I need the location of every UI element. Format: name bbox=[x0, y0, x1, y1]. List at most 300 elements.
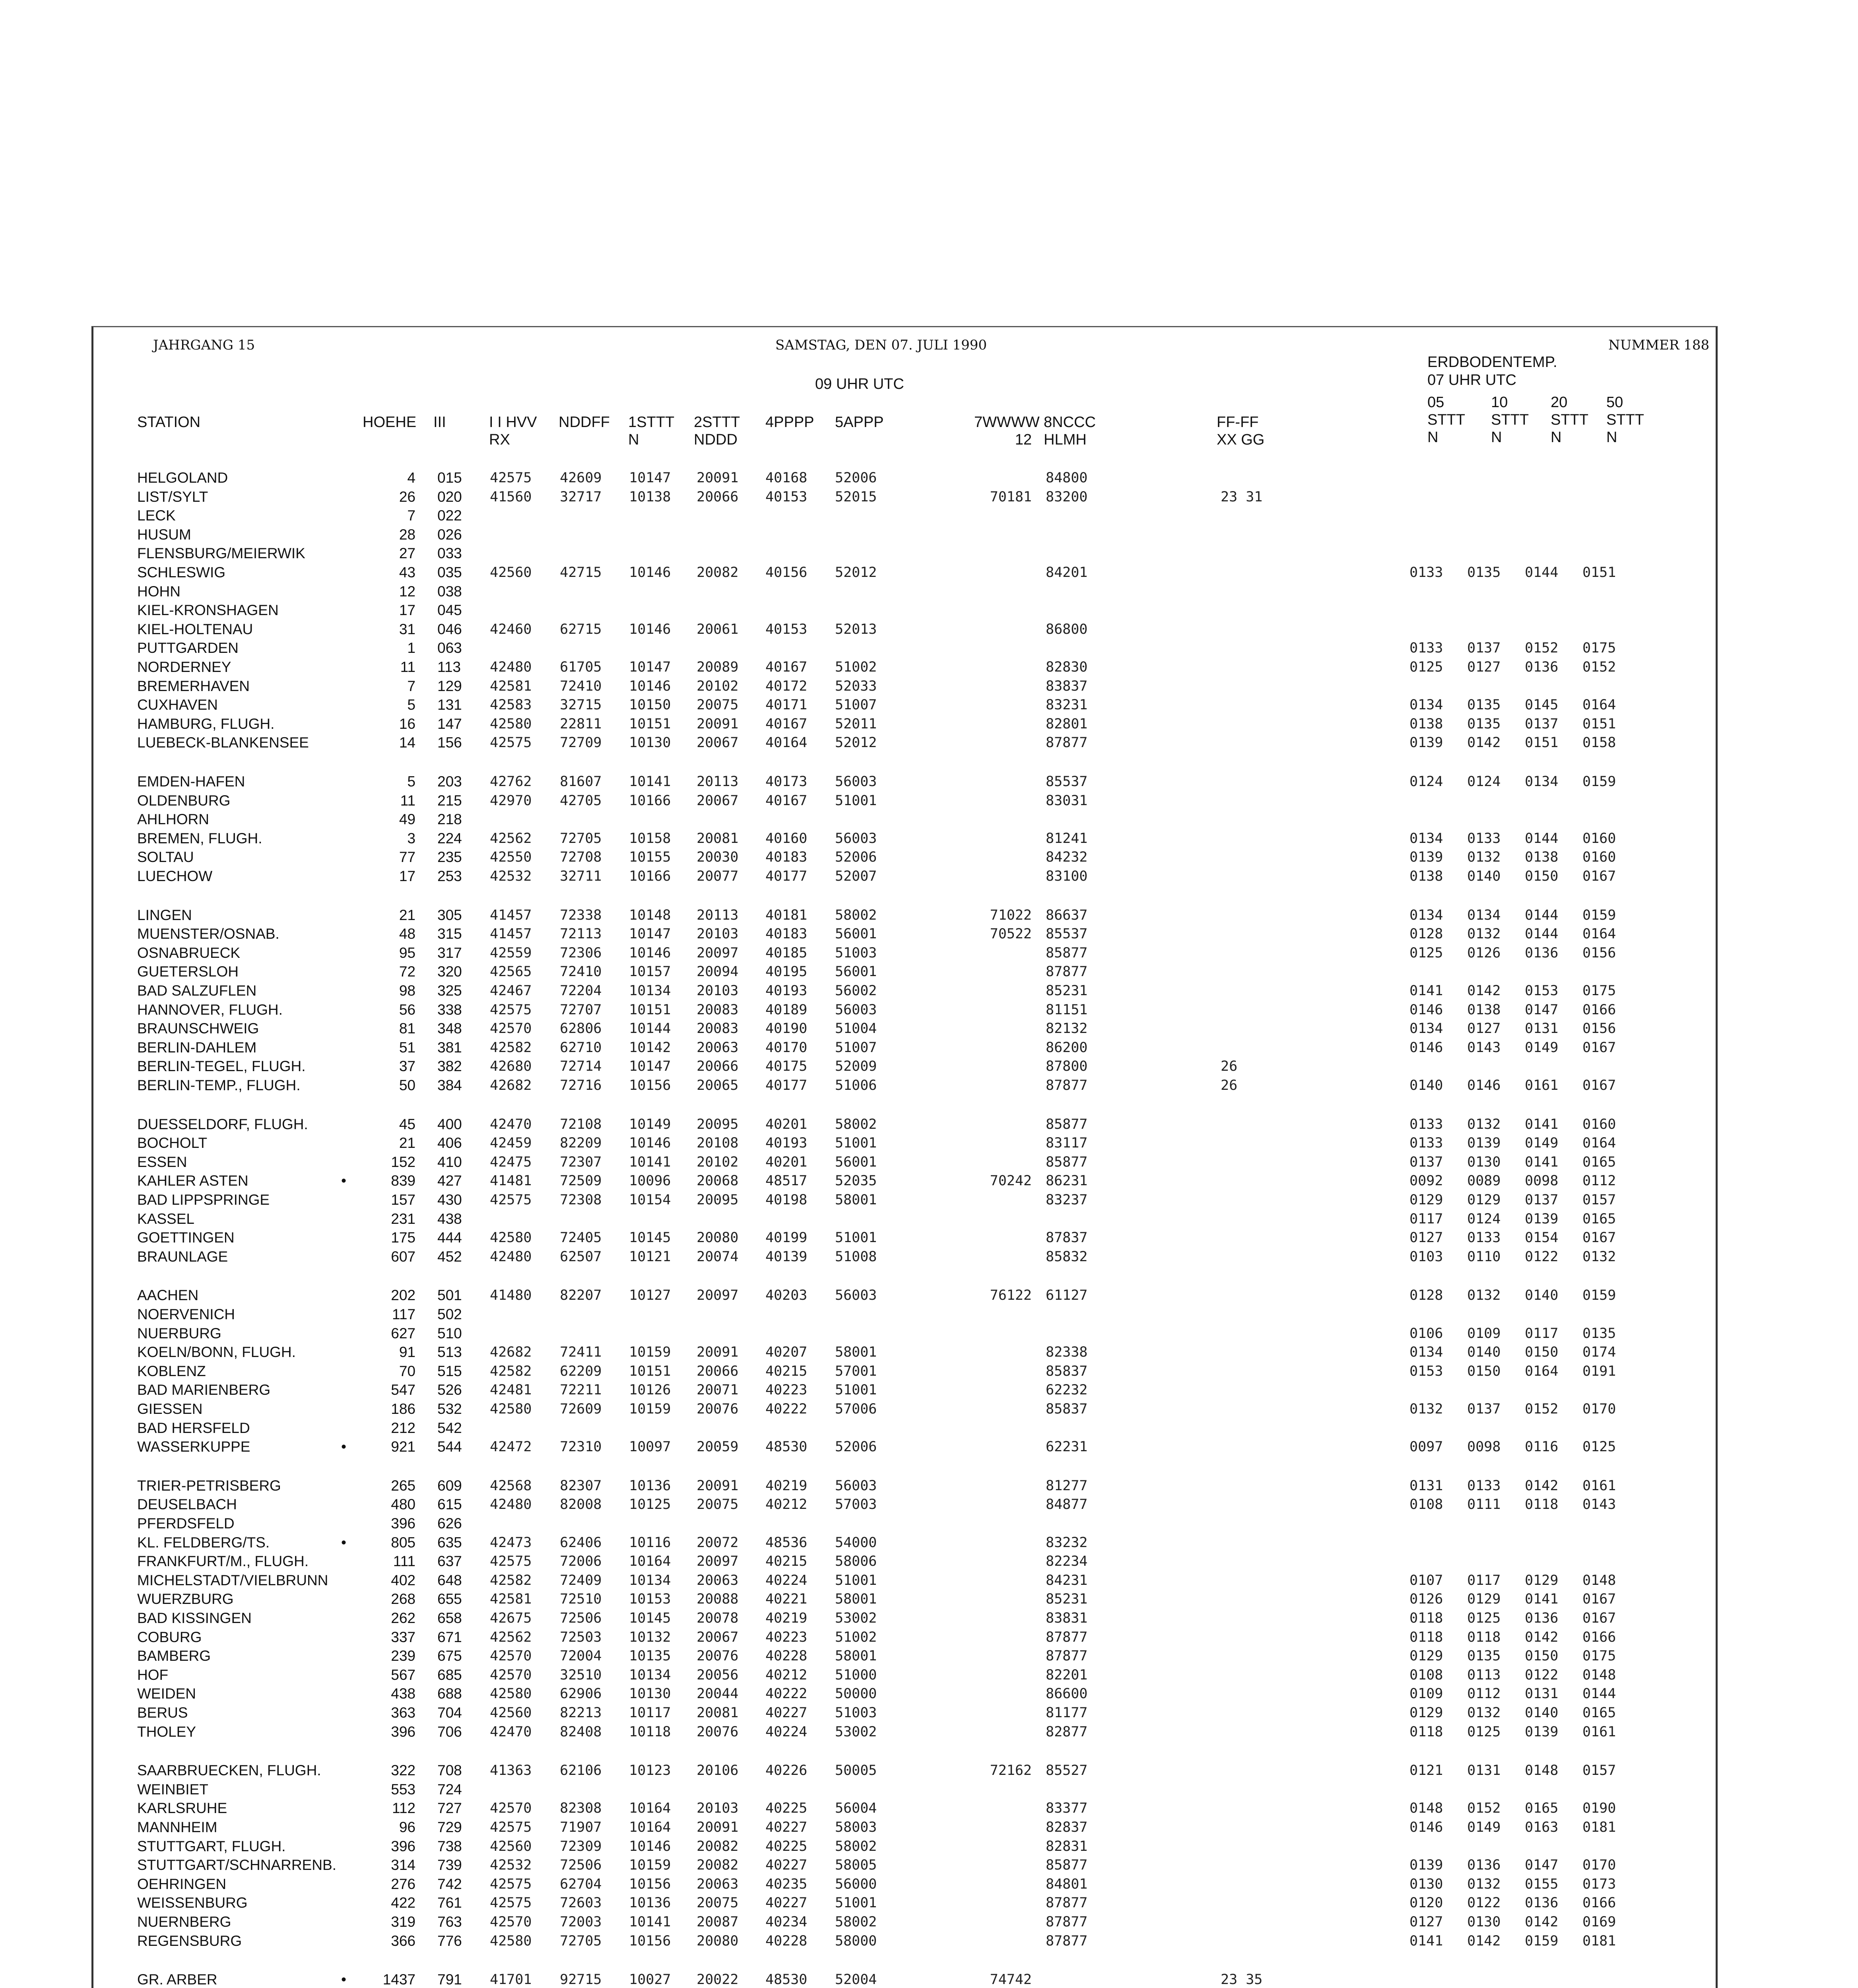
cell-hoehe: 322 bbox=[391, 1762, 415, 1779]
table-row bbox=[0, 1590, 1858, 1608]
cell-p4: 40225 bbox=[765, 1838, 808, 1854]
cell-station-name: BAD SALZUFLEN bbox=[137, 982, 257, 999]
cell-s2: 20068 bbox=[697, 1173, 739, 1189]
cell-ihvv: 42675 bbox=[490, 1610, 532, 1626]
cell-d50: 0151 bbox=[1582, 716, 1616, 732]
cell-nddff: 72705 bbox=[560, 1933, 602, 1949]
cell-n8: 62231 bbox=[1046, 1439, 1088, 1455]
cell-s1: 10159 bbox=[629, 1401, 671, 1417]
table-row bbox=[0, 1781, 1858, 1798]
table-row bbox=[0, 1838, 1858, 1855]
cell-n8: 85527 bbox=[1046, 1763, 1088, 1779]
cell-p5: 53002 bbox=[835, 1610, 877, 1626]
cell-p5: 58002 bbox=[835, 1838, 877, 1854]
cell-s2: 20071 bbox=[697, 1382, 739, 1398]
cell-hoehe: 49 bbox=[399, 811, 415, 828]
cell-p4: 48530 bbox=[765, 1972, 808, 1988]
cell-d50: 0166 bbox=[1582, 1002, 1616, 1018]
cell-d50: 0159 bbox=[1582, 774, 1616, 790]
cell-s1: 10146 bbox=[629, 945, 671, 961]
cell-d10: 0132 bbox=[1467, 1876, 1501, 1892]
cell-p5: 51006 bbox=[835, 1077, 877, 1093]
cell-d05: 0148 bbox=[1410, 1800, 1443, 1817]
cell-hoehe: 98 bbox=[399, 982, 415, 999]
cell-d05: 0125 bbox=[1410, 945, 1443, 961]
cell-p5: 58002 bbox=[835, 1914, 877, 1930]
cell-nddff: 72506 bbox=[560, 1610, 602, 1626]
cell-p5: 52006 bbox=[835, 470, 877, 486]
cell-s2: 20083 bbox=[697, 1002, 739, 1018]
cell-iii: 615 bbox=[437, 1496, 462, 1513]
cell-iii: 015 bbox=[437, 470, 462, 486]
table-row bbox=[0, 1153, 1858, 1171]
table-row bbox=[0, 1800, 1858, 1817]
cell-hoehe: 51 bbox=[399, 1039, 415, 1056]
cell-hoehe: 547 bbox=[391, 1382, 415, 1398]
cell-nddff: 72709 bbox=[560, 735, 602, 751]
cell-s1: 10156 bbox=[629, 1933, 671, 1949]
cell-hoehe: 11 bbox=[400, 792, 415, 809]
table-row bbox=[0, 1477, 1858, 1495]
cell-p5: 52011 bbox=[835, 716, 877, 732]
cell-p4: 40164 bbox=[765, 735, 808, 751]
cell-ihvv: 42970 bbox=[490, 792, 532, 809]
cell-s1: 10146 bbox=[629, 565, 671, 580]
cell-d05: 0129 bbox=[1410, 1192, 1443, 1208]
table-row bbox=[0, 488, 1858, 506]
cell-iii: 637 bbox=[437, 1553, 462, 1570]
cell-d05: 0097 bbox=[1410, 1439, 1443, 1455]
cell-s2: 20103 bbox=[697, 1800, 739, 1817]
cell-s2: 20077 bbox=[697, 868, 739, 884]
cell-ihvv: 42470 bbox=[490, 1116, 532, 1132]
cell-iii: 131 bbox=[437, 697, 462, 713]
cell-station-name: NUERNBERG bbox=[137, 1914, 231, 1930]
cell-p5: 50000 bbox=[835, 1686, 877, 1702]
cell-d20: 0137 bbox=[1525, 716, 1559, 732]
cell-p4: 40203 bbox=[765, 1287, 808, 1304]
cell-station-name: MUENSTER/OSNAB. bbox=[137, 926, 280, 942]
table-row bbox=[0, 1058, 1858, 1075]
cell-ihvv: 42682 bbox=[490, 1344, 532, 1361]
col-iii: III bbox=[433, 414, 446, 431]
cell-station-name: KARLSRUHE bbox=[137, 1800, 227, 1817]
cell-p5: 51003 bbox=[835, 945, 877, 961]
cell-iii: 320 bbox=[437, 963, 462, 980]
cell-nddff: 62704 bbox=[560, 1876, 602, 1892]
cell-iii: 724 bbox=[437, 1781, 462, 1798]
cell-ihvv: 42532 bbox=[490, 1857, 532, 1873]
table-row bbox=[0, 1363, 1858, 1380]
cell-ihvv: 42570 bbox=[490, 1021, 532, 1037]
cell-n8: 82801 bbox=[1046, 716, 1088, 732]
cell-d10: 0139 bbox=[1467, 1135, 1501, 1151]
cell-s1: 10153 bbox=[629, 1591, 671, 1607]
cell-mountain-marker: • bbox=[341, 1173, 346, 1189]
cell-s2: 20108 bbox=[697, 1135, 739, 1151]
cell-nddff: 72609 bbox=[560, 1401, 602, 1417]
cell-d50: 0167 bbox=[1582, 1591, 1616, 1607]
cell-hoehe: 96 bbox=[399, 1819, 415, 1835]
col-1sttt: 1STTT N bbox=[628, 414, 675, 448]
cell-station-name: BERLIN-TEGEL, FLUGH. bbox=[137, 1058, 306, 1075]
cell-p5: 52033 bbox=[835, 678, 877, 694]
cell-s2: 20091 bbox=[697, 1819, 739, 1835]
cell-d10: 0146 bbox=[1467, 1077, 1501, 1093]
cell-d50: 0159 bbox=[1582, 907, 1616, 923]
cell-s2: 20056 bbox=[697, 1667, 739, 1683]
cell-station-name: BAD LIPPSPRINGE bbox=[137, 1192, 270, 1208]
cell-nddff: 72204 bbox=[560, 983, 602, 999]
cell-s1: 10145 bbox=[629, 1610, 671, 1626]
cell-d20: 0144 bbox=[1525, 926, 1559, 942]
cell-nddff: 81607 bbox=[560, 774, 602, 790]
cell-hoehe: 70 bbox=[399, 1363, 415, 1379]
cell-station-name: NORDERNEY bbox=[137, 659, 231, 675]
cell-p4: 48517 bbox=[765, 1173, 808, 1189]
table-row bbox=[0, 1248, 1858, 1266]
cell-p5: 58002 bbox=[835, 907, 877, 923]
cell-n8: 83031 bbox=[1046, 792, 1088, 809]
cell-n8: 87837 bbox=[1046, 1230, 1088, 1246]
cell-station-name: PUTTGARDEN bbox=[137, 640, 239, 656]
cell-p5: 51001 bbox=[835, 1895, 877, 1911]
cell-d05: 0130 bbox=[1410, 1876, 1443, 1892]
cell-p5: 58003 bbox=[835, 1819, 877, 1835]
cell-p5: 52006 bbox=[835, 849, 877, 866]
cell-n8: 83100 bbox=[1046, 868, 1088, 884]
cell-d10: 0143 bbox=[1467, 1039, 1501, 1056]
cell-d20: 0152 bbox=[1525, 640, 1559, 656]
cell-d50: 0167 bbox=[1582, 1230, 1616, 1246]
cell-nddff: 82408 bbox=[560, 1724, 602, 1740]
cell-iii: 739 bbox=[437, 1857, 462, 1873]
cell-station-name: PFERDSFELD bbox=[137, 1515, 235, 1532]
table-row bbox=[0, 1913, 1858, 1931]
cell-iii: 635 bbox=[437, 1534, 462, 1551]
cell-p5: 54000 bbox=[835, 1534, 877, 1551]
cell-d10: 0132 bbox=[1467, 849, 1501, 866]
cell-nddff: 72509 bbox=[560, 1173, 602, 1189]
cell-s1: 10121 bbox=[629, 1248, 671, 1265]
cell-s1: 10136 bbox=[629, 1477, 671, 1494]
cell-station-name: BREMEN, FLUGH. bbox=[137, 830, 262, 846]
cell-s2: 20088 bbox=[697, 1591, 739, 1607]
cell-s1: 10146 bbox=[629, 678, 671, 694]
cell-hoehe: 17 bbox=[399, 868, 415, 884]
cell-iii: 400 bbox=[437, 1116, 462, 1132]
cell-nddff: 71907 bbox=[560, 1819, 602, 1835]
cell-s1: 10132 bbox=[629, 1629, 671, 1645]
cell-hoehe: 567 bbox=[391, 1666, 415, 1683]
table-row bbox=[0, 773, 1858, 790]
cell-s1: 10138 bbox=[629, 489, 671, 505]
cell-n8: 85877 bbox=[1046, 945, 1088, 961]
cell-iii: 648 bbox=[437, 1572, 462, 1588]
cell-iii: 253 bbox=[437, 868, 462, 884]
cell-s2: 20091 bbox=[697, 716, 739, 732]
cell-mountain-marker: • bbox=[341, 1534, 346, 1551]
cell-station-name: CUXHAVEN bbox=[137, 697, 218, 713]
table-row bbox=[0, 1191, 1858, 1209]
cell-d20: 0150 bbox=[1525, 868, 1559, 884]
cell-iii: 022 bbox=[437, 507, 462, 524]
cell-nddff: 62507 bbox=[560, 1248, 602, 1265]
cell-nddff: 62209 bbox=[560, 1363, 602, 1379]
cell-station-name: BAD MARIENBERG bbox=[137, 1382, 271, 1398]
cell-iii: 738 bbox=[437, 1838, 462, 1854]
cell-d20: 0131 bbox=[1525, 1021, 1559, 1037]
cell-station-name: EMDEN-HAFEN bbox=[137, 773, 245, 790]
table-row bbox=[0, 526, 1858, 544]
cell-iii: 502 bbox=[437, 1306, 462, 1322]
cell-s2: 20095 bbox=[697, 1192, 739, 1208]
cell-iii: 348 bbox=[437, 1020, 462, 1037]
cell-nddff: 62906 bbox=[560, 1686, 602, 1702]
cell-d10: 0140 bbox=[1467, 868, 1501, 884]
cell-d50: 0148 bbox=[1582, 1572, 1616, 1588]
cell-d10: 0135 bbox=[1467, 697, 1501, 713]
cell-iii: 427 bbox=[437, 1173, 462, 1189]
cell-s2: 20089 bbox=[697, 659, 739, 675]
cell-d05: 0137 bbox=[1410, 1154, 1443, 1170]
cell-d50: 0156 bbox=[1582, 1021, 1616, 1037]
cell-n8: 87877 bbox=[1046, 1648, 1088, 1664]
cell-iii: 515 bbox=[437, 1363, 462, 1379]
cell-n8: 87877 bbox=[1046, 1914, 1088, 1930]
cell-p4: 40170 bbox=[765, 1039, 808, 1056]
cell-d50: 0112 bbox=[1582, 1173, 1616, 1189]
cell-p4: 40223 bbox=[765, 1629, 808, 1645]
cell-p4: 40167 bbox=[765, 659, 808, 675]
cell-ihvv: 42580 bbox=[490, 1401, 532, 1417]
cell-s1: 10126 bbox=[629, 1382, 671, 1398]
cell-n8: 82338 bbox=[1046, 1344, 1088, 1361]
col-soil-10: 10 STTT N bbox=[1491, 394, 1529, 446]
cell-iii: 381 bbox=[437, 1039, 462, 1056]
cell-nddff: 72603 bbox=[560, 1895, 602, 1911]
cell-ihvv: 41457 bbox=[490, 907, 532, 923]
cell-iii: 338 bbox=[437, 1001, 462, 1018]
cell-d50: 0151 bbox=[1582, 565, 1616, 580]
cell-nddff: 72006 bbox=[560, 1553, 602, 1570]
table-row bbox=[0, 1762, 1858, 1779]
cell-n8: 82830 bbox=[1046, 659, 1088, 675]
cell-d20: 0136 bbox=[1525, 945, 1559, 961]
cell-d10: 0098 bbox=[1467, 1439, 1501, 1455]
cell-s1: 10166 bbox=[629, 792, 671, 809]
cell-d10: 0135 bbox=[1467, 1648, 1501, 1664]
cell-n8: 61127 bbox=[1046, 1287, 1088, 1304]
cell-p5: 52009 bbox=[835, 1058, 877, 1075]
cell-iii: 742 bbox=[437, 1875, 462, 1892]
cell-s2: 20083 bbox=[697, 1021, 739, 1037]
cell-station-name: LINGEN bbox=[137, 907, 192, 923]
cell-hoehe: 72 bbox=[399, 963, 415, 980]
table-row bbox=[0, 907, 1858, 924]
cell-p4: 40198 bbox=[765, 1192, 808, 1208]
cell-d10: 0142 bbox=[1467, 983, 1501, 999]
cell-n8: 82132 bbox=[1046, 1021, 1088, 1037]
cell-d05: 0141 bbox=[1410, 1933, 1443, 1949]
cell-d10: 0133 bbox=[1467, 830, 1501, 846]
cell-w7: 71022 bbox=[990, 907, 1032, 923]
table-row bbox=[0, 1438, 1858, 1456]
cell-nddff: 72108 bbox=[560, 1116, 602, 1132]
cell-n8: 83831 bbox=[1046, 1610, 1088, 1626]
cell-iii: 791 bbox=[437, 1971, 462, 1988]
cell-n8: 83117 bbox=[1046, 1135, 1088, 1151]
cell-nddff: 82308 bbox=[560, 1800, 602, 1817]
cell-nddff: 72705 bbox=[560, 830, 602, 846]
cell-ihvv: 41481 bbox=[490, 1173, 532, 1189]
cell-s1: 10134 bbox=[629, 983, 671, 999]
cell-nddff: 32717 bbox=[560, 489, 602, 505]
cell-iii: 430 bbox=[437, 1192, 462, 1208]
cell-p4: 40177 bbox=[765, 1077, 808, 1093]
cell-n8: 82831 bbox=[1046, 1838, 1088, 1854]
cell-d10: 0142 bbox=[1467, 1933, 1501, 1949]
cell-hoehe: 1437 bbox=[382, 1971, 415, 1988]
cell-s2: 20080 bbox=[697, 1933, 739, 1949]
cell-p4: 40234 bbox=[765, 1914, 808, 1930]
cell-n8: 86800 bbox=[1046, 621, 1088, 637]
cell-n8: 82877 bbox=[1046, 1724, 1088, 1740]
col-soil-20: 20 STTT N bbox=[1551, 394, 1588, 446]
cell-d05: 0133 bbox=[1410, 565, 1443, 580]
cell-hoehe: 21 bbox=[399, 907, 415, 923]
cell-d05: 0106 bbox=[1410, 1325, 1443, 1342]
cell-p5: 52006 bbox=[835, 1439, 877, 1455]
cell-s2: 20075 bbox=[697, 1895, 739, 1911]
cell-iii: 675 bbox=[437, 1648, 462, 1664]
cell-p4: 40222 bbox=[765, 1686, 808, 1702]
header-volume: JAHRGANG 15 bbox=[153, 337, 255, 353]
cell-station-name: WEISSENBURG bbox=[137, 1895, 248, 1911]
cell-d20: 0131 bbox=[1525, 1686, 1559, 1702]
cell-p5: 56001 bbox=[835, 1154, 877, 1170]
cell-p4: 40227 bbox=[765, 1857, 808, 1873]
cell-p5: 56003 bbox=[835, 1002, 877, 1018]
cell-p5: 58001 bbox=[835, 1591, 877, 1607]
cell-s1: 10141 bbox=[629, 1154, 671, 1170]
cell-n8: 84800 bbox=[1046, 470, 1088, 486]
table-row bbox=[0, 1287, 1858, 1304]
cell-d50: 0164 bbox=[1582, 1135, 1616, 1151]
table-row bbox=[0, 944, 1858, 962]
cell-d05: 0134 bbox=[1410, 907, 1443, 923]
cell-d50: 0191 bbox=[1582, 1363, 1616, 1379]
cell-iii: 406 bbox=[437, 1135, 462, 1151]
cell-p5: 56003 bbox=[835, 830, 877, 846]
cell-hoehe: 438 bbox=[391, 1685, 415, 1702]
cell-s1: 10156 bbox=[629, 1876, 671, 1892]
cell-n8: 83232 bbox=[1046, 1534, 1088, 1551]
cell-iii: 544 bbox=[437, 1439, 462, 1455]
cell-iii: 727 bbox=[437, 1800, 462, 1817]
cell-p4: 40173 bbox=[765, 774, 808, 790]
cell-d05: 0120 bbox=[1410, 1895, 1443, 1911]
table-row bbox=[0, 1229, 1858, 1246]
cell-p5: 52013 bbox=[835, 621, 877, 637]
table-row bbox=[0, 1666, 1858, 1684]
cell-p5: 51001 bbox=[835, 1230, 877, 1246]
cell-station-name: LECK bbox=[137, 507, 176, 524]
cell-s2: 20063 bbox=[697, 1039, 739, 1056]
cell-hoehe: 81 bbox=[399, 1020, 415, 1037]
cell-d20: 0154 bbox=[1525, 1230, 1559, 1246]
cell-station-name: MANNHEIM bbox=[137, 1819, 217, 1835]
cell-d20: 0153 bbox=[1525, 983, 1559, 999]
cell-iii: 063 bbox=[437, 640, 462, 656]
cell-station-name: KIEL-KRONSHAGEN bbox=[137, 602, 279, 619]
cell-station-name: REGENSBURG bbox=[137, 1932, 242, 1949]
table-row bbox=[0, 469, 1858, 487]
cell-p4: 40212 bbox=[765, 1667, 808, 1683]
cell-ihvv: 42575 bbox=[490, 735, 532, 751]
cell-d05: 0103 bbox=[1410, 1248, 1443, 1265]
table-row bbox=[0, 1001, 1858, 1019]
cell-d10: 0149 bbox=[1467, 1819, 1501, 1835]
table-row bbox=[0, 583, 1858, 600]
cell-iii: 688 bbox=[437, 1685, 462, 1702]
cell-p5: 56003 bbox=[835, 774, 877, 790]
cell-d20: 0149 bbox=[1525, 1039, 1559, 1056]
cell-hoehe: 21 bbox=[399, 1135, 415, 1151]
cell-nddff: 42609 bbox=[560, 470, 602, 486]
cell-d10: 0152 bbox=[1467, 1800, 1501, 1817]
cell-s1: 10147 bbox=[629, 659, 671, 675]
cell-n8: 87877 bbox=[1046, 1895, 1088, 1911]
table-row bbox=[0, 545, 1858, 562]
cell-d20: 0141 bbox=[1525, 1591, 1559, 1607]
cell-s2: 20030 bbox=[697, 849, 739, 866]
cell-n8: 87877 bbox=[1046, 964, 1088, 980]
cell-ihvv: 42562 bbox=[490, 1629, 532, 1645]
table-row bbox=[0, 848, 1858, 866]
cell-nddff: 72506 bbox=[560, 1857, 602, 1873]
cell-station-name: FLENSBURG/MEIERWIK bbox=[137, 545, 305, 562]
cell-hoehe: 396 bbox=[391, 1515, 415, 1532]
cell-d10: 0124 bbox=[1467, 774, 1501, 790]
cell-s2: 20081 bbox=[697, 830, 739, 846]
table-row bbox=[0, 1400, 1858, 1418]
cell-d10: 0112 bbox=[1467, 1686, 1501, 1702]
cell-d10: 0135 bbox=[1467, 716, 1501, 732]
cell-iii: 532 bbox=[437, 1401, 462, 1417]
cell-d50: 0158 bbox=[1582, 735, 1616, 751]
cell-n8: 84201 bbox=[1046, 565, 1088, 580]
cell-d20: 0141 bbox=[1525, 1154, 1559, 1170]
cell-d20: 0118 bbox=[1525, 1497, 1559, 1513]
cell-d20: 0136 bbox=[1525, 1895, 1559, 1911]
cell-d50: 0166 bbox=[1582, 1629, 1616, 1645]
table-row bbox=[0, 1685, 1858, 1703]
cell-s1: 10164 bbox=[629, 1819, 671, 1835]
cell-ff: 26 bbox=[1221, 1058, 1238, 1075]
cell-d20: 0098 bbox=[1525, 1173, 1559, 1189]
cell-n8: 81277 bbox=[1046, 1477, 1088, 1494]
cell-d20: 0150 bbox=[1525, 1648, 1559, 1664]
cell-p4: 48530 bbox=[765, 1439, 808, 1455]
cell-n8: 86637 bbox=[1046, 907, 1088, 923]
cell-d10: 0089 bbox=[1467, 1173, 1501, 1189]
cell-nddff: 62406 bbox=[560, 1534, 602, 1551]
table-row bbox=[0, 1609, 1858, 1627]
cell-d20: 0122 bbox=[1525, 1248, 1559, 1265]
cell-iii: 129 bbox=[437, 678, 462, 694]
table-row bbox=[0, 1572, 1858, 1589]
